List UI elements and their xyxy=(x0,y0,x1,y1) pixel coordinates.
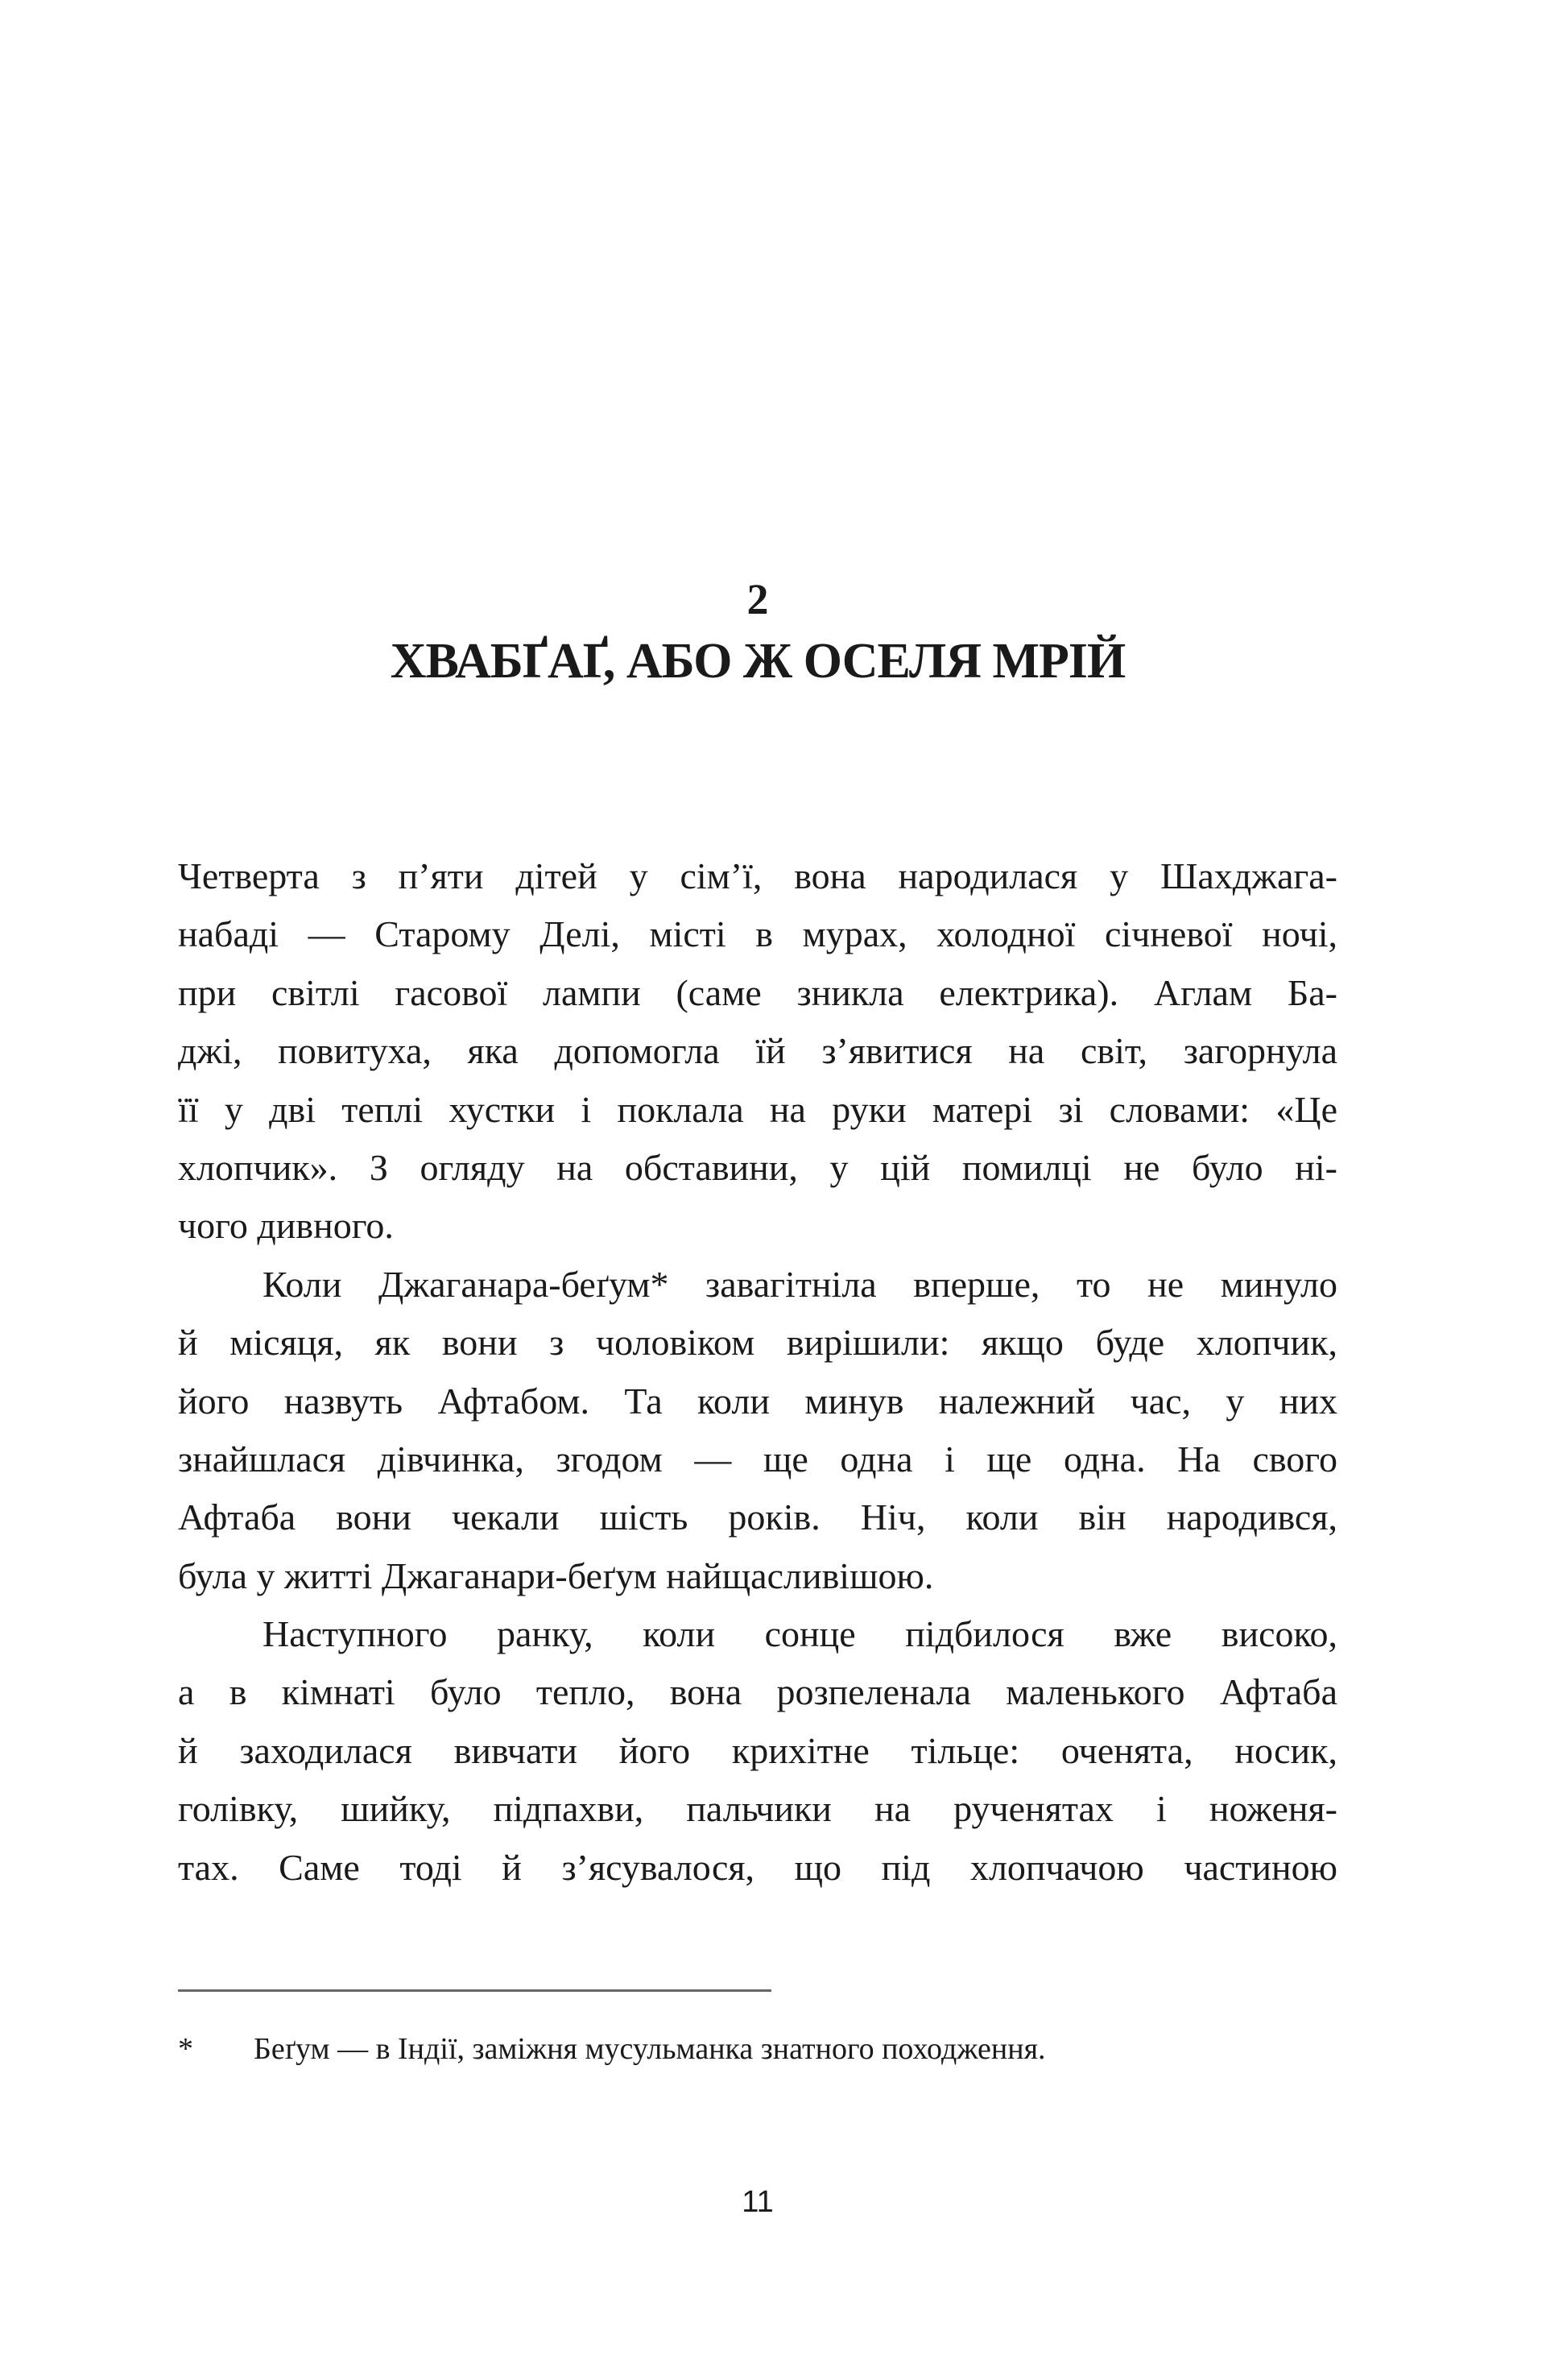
text-line: чого дивного. xyxy=(178,1205,394,1247)
chapter-title: ХВАБҐАҐ, АБО Ж ОСЕЛЯ МРІЙ xyxy=(390,634,1126,689)
text-line: її у дві теплі хустки і поклала на руки матері зі словами: «Це xyxy=(178,1088,1337,1130)
text-line: набаді — Старому Делі, місті в мурах, холодної січневої ночі, xyxy=(178,913,1337,955)
footnote-mark: * xyxy=(178,2032,193,2066)
chapter-number: 2 xyxy=(746,575,769,623)
text-line: Афтаба вони чекали шість років. Ніч, коли він народився, xyxy=(178,1496,1337,1538)
body-text xyxy=(178,847,1337,1897)
text-line: а в кімнаті було тепло, вона розпеленала маленького Афтаба xyxy=(178,1671,1337,1713)
text-line: Коли Джаганара-беґум* завагітніла вперше, то не минуло xyxy=(262,1263,1337,1305)
text-line: й місяця, як вони з чоловіком вирішили: якщо буде хлопчик, xyxy=(178,1322,1337,1364)
text-line: голівку, шийку, підпахви, пальчики на рученятах і ноженя- xyxy=(178,1788,1337,1830)
page-number: 11 xyxy=(742,2185,774,2219)
footnote-divider xyxy=(178,1989,771,1992)
text-line: його назвуть Афтабом. Та коли минув належний час, у них xyxy=(178,1380,1337,1422)
text-line: Четверта з п’яти дітей у сім’ї, вона народилася у Шахджага- xyxy=(178,855,1337,896)
text-line: й заходилася вивчати його крихітне тільце: оченята, носик, xyxy=(178,1729,1337,1771)
text-line: джі, повитуха, яка допомогла їй з’явитися на світ, загорнула xyxy=(178,1030,1337,1072)
text-line: була у житті Джаганари-беґум найщасливішою. xyxy=(178,1554,934,1596)
text-line: тах. Саме тоді й з’ясувалося, що під хлопчачою частиною xyxy=(178,1846,1337,1888)
text-line: хлопчик». З огляду на обставини, у цій помилці не було ні- xyxy=(178,1146,1337,1188)
text-line: при світлі гасової лампи (саме зникла електрика). Аглам Ба- xyxy=(178,971,1337,1013)
text-line: знайшлася дівчинка, згодом — ще одна і ще одна. На свого xyxy=(178,1438,1337,1480)
footnote-text: Беґум — в Індії, заміжня мусульманка знатного походження. xyxy=(254,2032,1046,2066)
text-line: Наступного ранку, коли сонце підбилося вже високо, xyxy=(262,1613,1337,1655)
